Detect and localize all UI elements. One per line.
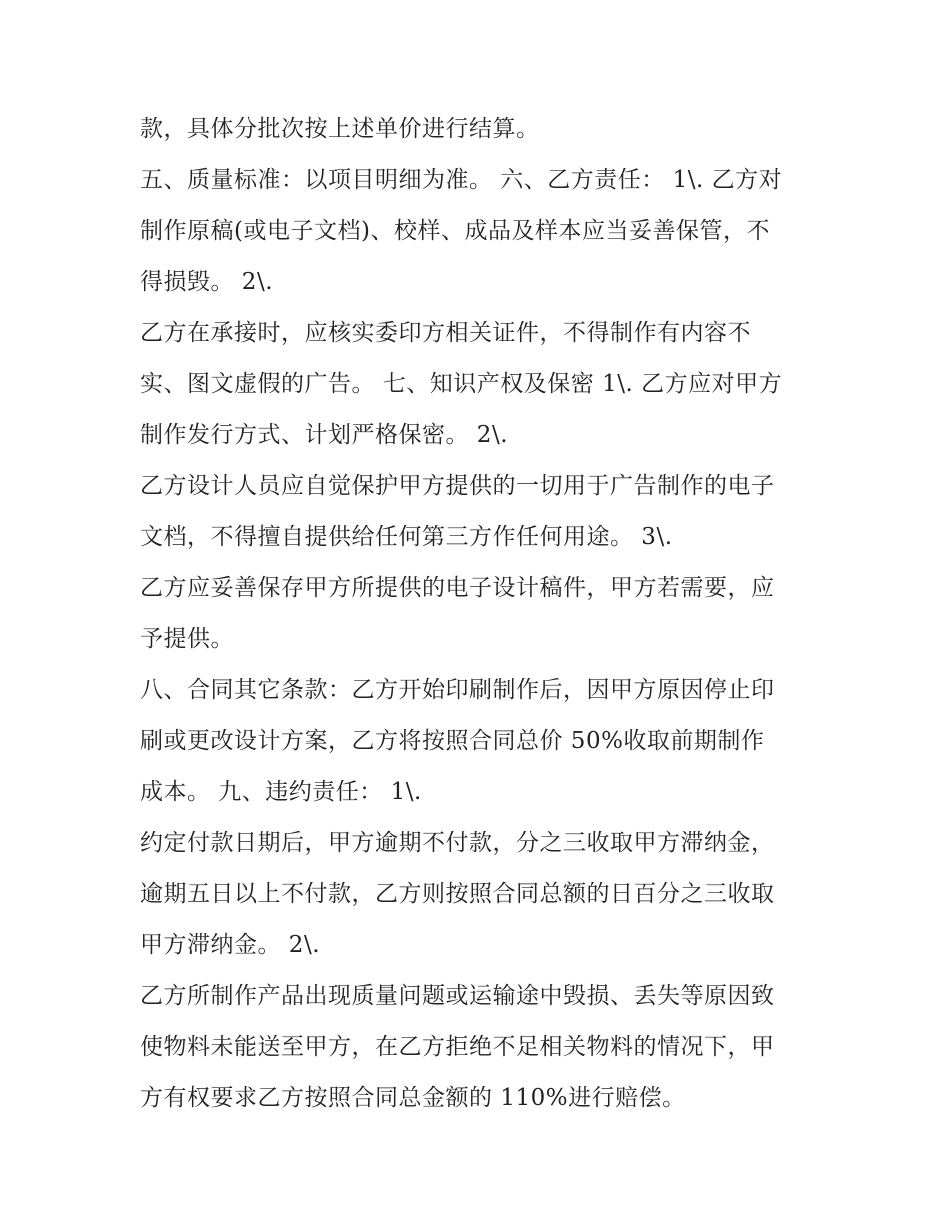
text-line: 予提供。 (140, 626, 234, 652)
text-line: 文档，不得擅自提供给任何第三方作任何用途。 3\. (140, 524, 673, 550)
text-line: 乙方设计人员应自觉保护甲方提供的一切用于广告制作的电子 (140, 473, 775, 499)
text-line: 方有权要求乙方按照合同总金额的 110%进行赔偿。 (140, 1085, 686, 1111)
text-line: 五、质量标准：以项目明细为准。 六、乙方责任： 1\. 乙方对 (140, 167, 783, 193)
text-line: 约定付款日期后，甲方逾期不付款，分之三收取甲方滞纳金， (140, 830, 775, 856)
text-line: 乙方应妥善保存甲方所提供的电子设计稿件，甲方若需要，应 (140, 575, 775, 601)
text-line: 乙方所制作产品出现质量问题或运输途中毁损、丢失等原因致 (140, 983, 775, 1009)
text-line: 制作原稿(或电子文档)、校样、成品及样本应当妥善保管，不 (140, 218, 770, 244)
text-line: 制作发行方式、计划严格保密。 2\. (140, 422, 509, 448)
text-line: 成本。 九、违约责任： 1\. (140, 779, 422, 805)
text-line: 得损毁。 2\. (140, 269, 274, 295)
text-line: 逾期五日以上不付款，乙方则按照合同总额的日百分之三收取 (140, 881, 775, 907)
text-line: 八、合同其它条款：乙方开始印刷制作后，因甲方原因停止印 (140, 677, 775, 703)
text-line: 刷或更改设计方案，乙方将按照合同总价 50%收取前期制作 (140, 728, 765, 754)
text-line: 甲方滞纳金。 2\. (140, 932, 321, 958)
text-line: 乙方在承接时，应核实委印方相关证件，不得制作有内容不 (140, 320, 751, 346)
text-line: 使物料未能送至甲方，在乙方拒绝不足相关物料的情况下，甲 (140, 1034, 775, 1060)
text-line: 实、图文虚假的广告。 七、知识产权及保密 1\. 乙方应对甲方 (140, 371, 783, 397)
text-line: 款，具体分批次按上述单价进行结算。 (140, 116, 540, 142)
contract-text (140, 104, 820, 1124)
